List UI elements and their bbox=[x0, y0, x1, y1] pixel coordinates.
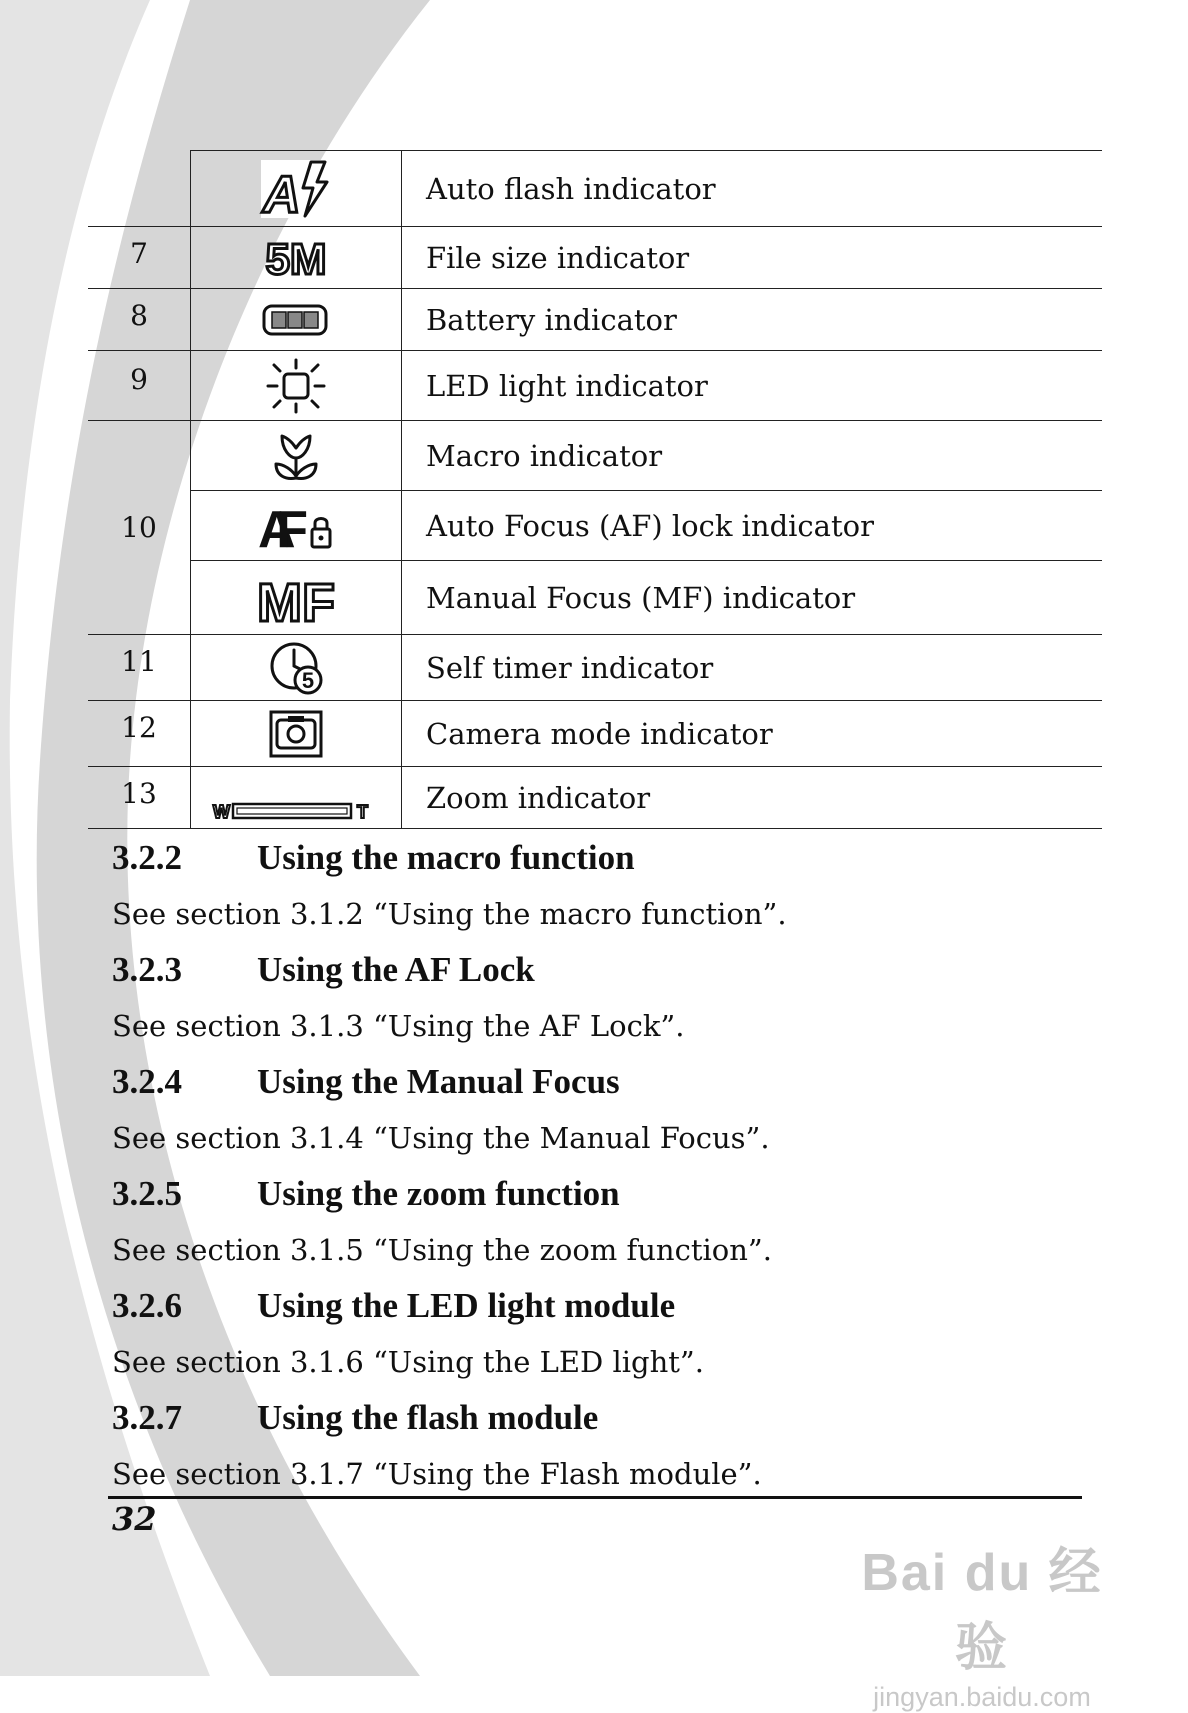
file-size-5m-icon bbox=[191, 227, 402, 289]
auto-flash-icon bbox=[191, 151, 402, 227]
table-row bbox=[88, 289, 1102, 351]
section-3-2-4 bbox=[112, 1052, 1092, 1164]
section-3-2-2 bbox=[112, 828, 1092, 940]
section-3-2-6 bbox=[112, 1276, 1092, 1388]
section-3-2-3 bbox=[112, 940, 1092, 1052]
row-description: Battery indicator bbox=[402, 289, 1103, 351]
footer-rule bbox=[108, 1496, 1082, 1499]
table-row bbox=[88, 561, 1102, 635]
row-number: 7 bbox=[88, 227, 191, 289]
battery-icon bbox=[191, 289, 402, 351]
row-description: Camera mode indicator bbox=[402, 701, 1103, 767]
section-number: 3.2.3 bbox=[112, 950, 182, 989]
sections bbox=[112, 828, 1092, 1500]
section-text: See section 3.1.5 “Using the zoom function”. bbox=[112, 1233, 772, 1267]
section-3-2-5 bbox=[112, 1164, 1092, 1276]
section-text: See section 3.1.4 “Using the Manual Focus”. bbox=[112, 1121, 770, 1155]
baidu-watermark bbox=[842, 1530, 1122, 1713]
watermark-brand: Bai du 经验 bbox=[861, 1544, 1103, 1677]
row-description: Zoom indicator bbox=[402, 767, 1103, 829]
row-number: 11 bbox=[88, 635, 191, 701]
row-description: Macro indicator bbox=[402, 421, 1103, 491]
section-title: Using the macro function bbox=[257, 838, 635, 877]
row-number: 10 bbox=[88, 421, 191, 635]
section-number: 3.2.4 bbox=[112, 1062, 182, 1101]
zoom-wide-label: W bbox=[213, 802, 230, 822]
section-title: Using the zoom function bbox=[257, 1174, 620, 1213]
self-timer-icon bbox=[191, 635, 402, 701]
page-number: 32 bbox=[112, 1500, 157, 1538]
section-number: 3.2.2 bbox=[112, 838, 182, 877]
section-text: See section 3.1.3 “Using the AF Lock”. bbox=[112, 1009, 685, 1043]
row-number bbox=[88, 151, 191, 227]
af-lock-icon bbox=[191, 491, 402, 561]
section-heading bbox=[112, 828, 1092, 888]
row-description: Manual Focus (MF) indicator bbox=[402, 561, 1103, 635]
macro-flower-icon bbox=[191, 421, 402, 491]
camera-mode-icon bbox=[191, 701, 402, 767]
table-row bbox=[88, 701, 1102, 767]
watermark-url: jingyan.baidu.com bbox=[873, 1682, 1091, 1712]
table-row bbox=[88, 151, 1102, 227]
row-number: 8 bbox=[88, 289, 191, 351]
section-heading bbox=[112, 940, 1092, 1000]
section-heading bbox=[112, 1164, 1092, 1224]
flash-letter: A bbox=[263, 165, 301, 224]
table-row bbox=[88, 767, 1102, 829]
section-heading bbox=[112, 1276, 1092, 1336]
mf-label: MF bbox=[257, 572, 335, 633]
table-row bbox=[88, 491, 1102, 561]
mf-icon bbox=[191, 561, 402, 635]
size-label: 5M bbox=[265, 234, 327, 284]
timer-label: 5 bbox=[301, 667, 315, 693]
row-description: Auto flash indicator bbox=[402, 151, 1103, 227]
table-row bbox=[88, 351, 1102, 421]
section-3-2-7 bbox=[112, 1388, 1092, 1500]
zoom-bar-icon bbox=[191, 767, 402, 829]
section-number: 3.2.5 bbox=[112, 1174, 182, 1213]
row-description: LED light indicator bbox=[402, 351, 1103, 421]
row-number: 9 bbox=[88, 351, 191, 421]
section-number: 3.2.7 bbox=[112, 1398, 182, 1437]
table-row bbox=[88, 635, 1102, 701]
section-title: Using the AF Lock bbox=[257, 950, 535, 989]
zoom-tele-label: T bbox=[357, 802, 368, 822]
row-number: 13 bbox=[88, 767, 191, 829]
table-row bbox=[88, 227, 1102, 289]
af-label: AF bbox=[258, 500, 308, 559]
section-text: See section 3.1.2 “Using the macro function”. bbox=[112, 897, 787, 931]
row-description: File size indicator bbox=[402, 227, 1103, 289]
section-text: See section 3.1.6 “Using the LED light”. bbox=[112, 1345, 704, 1379]
section-title: Using the flash module bbox=[257, 1398, 599, 1437]
section-number: 3.2.6 bbox=[112, 1286, 182, 1325]
indicator-table bbox=[88, 150, 1102, 829]
section-text: See section 3.1.7 “Using the Flash module”. bbox=[112, 1457, 762, 1491]
led-light-icon bbox=[191, 351, 402, 421]
row-number: 12 bbox=[88, 701, 191, 767]
section-heading bbox=[112, 1052, 1092, 1112]
row-description: Auto Focus (AF) lock indicator bbox=[402, 491, 1103, 561]
table-row bbox=[88, 421, 1102, 491]
section-heading bbox=[112, 1388, 1092, 1448]
section-title: Using the Manual Focus bbox=[257, 1062, 620, 1101]
row-description: Self timer indicator bbox=[402, 635, 1103, 701]
section-title: Using the LED light module bbox=[257, 1286, 676, 1325]
